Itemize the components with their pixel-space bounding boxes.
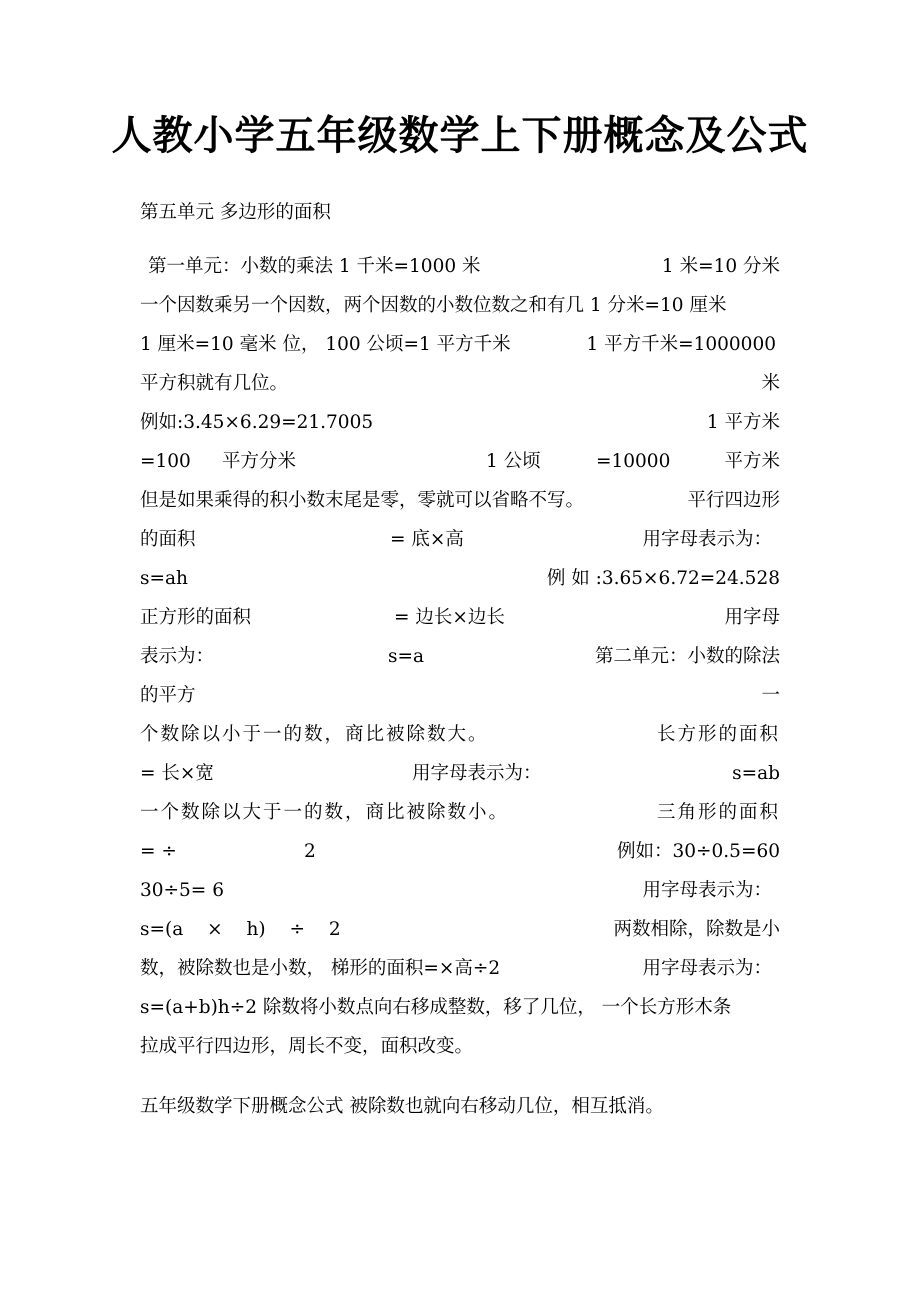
text-segment: 用字母表示为： [412,763,542,784]
text-segment: 1 公顷 [486,451,541,472]
text-segment: s=a [388,646,425,667]
text-line [140,525,780,555]
text-line [140,564,780,594]
text-line [140,954,780,984]
text-line [140,837,780,867]
text-segment: 2 [304,841,316,862]
document-title: 人教小学五年级数学上下册概念及公式 [111,112,809,159]
text-segment: 1 平方米 [706,412,780,433]
text-line [140,252,780,282]
text-segment: s=(a × h) ÷ 2 [140,919,341,940]
text-segment: = 边长×边长 [394,607,505,628]
text-segment: 例 如 :3.65×6.72=24.528 [546,568,780,589]
text-segment: s=ah [140,568,188,589]
footer-text: 五年级数学下册概念公式 被除数也就向右移动几位，相互抵消。 [140,1096,664,1117]
text-segment: 用字母表示为： [642,958,772,979]
text-segment: 的平方 [140,685,196,706]
text-line [140,1032,780,1062]
text-line [140,798,780,828]
text-segment: 第二单元：小数的除法 [594,646,780,667]
text-line [140,759,780,789]
text-segment: 平方积就有几位。 [140,373,289,394]
text-segment: =100 [140,451,191,472]
text-line [140,915,780,945]
text-segment: =10000 [596,451,671,472]
text-segment: 平方分米 [222,451,297,472]
text-segment: 例如:3.45×6.29=21.7005 [140,412,374,433]
text-segment: 1 米=10 分米 [661,256,780,277]
section-heading-text: 第五单元 多边形的面积 [140,202,331,223]
text-line [140,681,780,711]
text-line [140,291,780,321]
text-segment: 但是如果乘得的积小数末尾是零，零就可以省略不写。 [140,490,585,511]
text-segment: s=ab [732,763,780,784]
text-line [140,408,780,438]
text-segment: 米 [761,373,780,394]
text-segment: 两数相除，除数是小 [613,919,780,940]
text-line [140,486,780,516]
footer-line [140,1092,780,1122]
text-segment: s=(a+b)h÷2 除数将小数点向右移成整数，移了几位， 一个长方形木条 [140,997,732,1018]
text-segment: 30÷5= 6 [140,880,224,901]
text-segment: 数，被除数也是小数， 梯形的面积=×高÷2 [140,958,501,979]
text-segment: 长方形的面积 [656,724,780,745]
text-segment: 第一单元：小数的乘法 1 千米=1000 米 [148,256,481,277]
text-segment: 用字母 [724,607,780,628]
text-segment: = ÷ [140,841,177,862]
text-line [140,993,780,1023]
text-line [140,876,780,906]
text-segment: 一个因数乘另一个因数，两个因数的小数位数之和有几 1 分米=10 厘米 [140,295,727,316]
text-segment: 拉成平行四边形，周长不变，面积改变。 [140,1036,474,1057]
text-segment: 一个数除以大于一的数，商比被除数小。 [140,802,510,823]
text-segment: 三角形的面积 [656,802,780,823]
text-line [140,603,780,633]
text-segment: = 长×宽 [140,763,214,784]
text-line [140,447,780,477]
text-segment: 1 平方千米=1000000 [586,334,776,355]
text-segment: = 底×高 [390,529,464,550]
text-line [140,369,780,399]
text-segment: 用字母表示为： [642,529,772,550]
text-segment: 的面积 [140,529,196,550]
text-segment: 表示为： [140,646,215,667]
text-segment: 正方形的面积 [140,607,252,628]
text-segment: 1 厘米=10 毫米 位， 100 公顷=1 平方千米 [140,334,511,355]
text-segment: 例如：30÷0.5=60 [616,841,780,862]
text-segment: 用字母表示为： [642,880,772,901]
text-segment: 个数除以小于一的数，商比被除数大。 [140,724,489,745]
text-segment: 平方米 [724,451,780,472]
text-segment: 一 [761,685,780,706]
text-line [140,642,780,672]
text-segment: 平行四边形 [687,490,780,511]
text-line [140,330,780,360]
section-heading [140,198,780,228]
text-line [140,720,780,750]
